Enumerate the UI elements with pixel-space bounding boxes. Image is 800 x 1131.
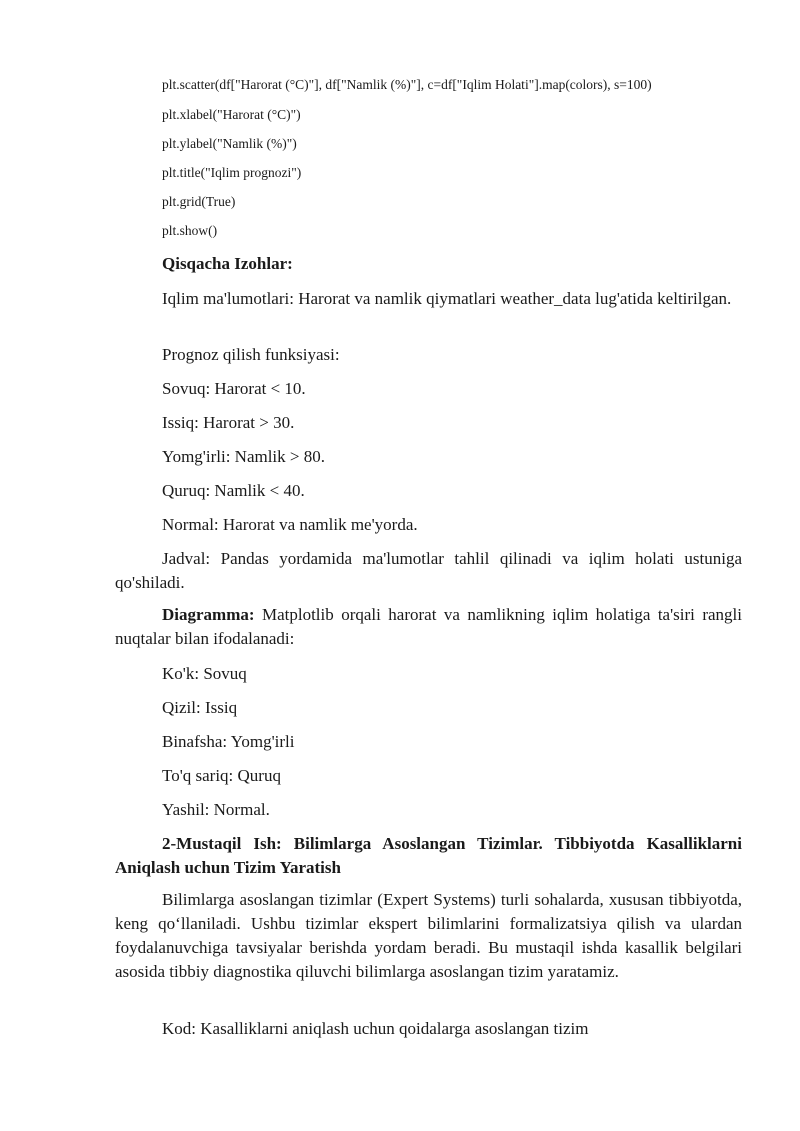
rule-cold: Sovuq: Harorat < 10. <box>162 379 306 398</box>
diagram-paragraph <box>115 603 742 651</box>
code-line-xlabel: plt.xlabel("Harorat (°C)") <box>162 107 301 122</box>
code-line-title: plt.title("Iqlim prognozi") <box>162 165 302 180</box>
forecast-function-line: Prognoz qilish funksiyasi: <box>162 345 340 364</box>
rule-rainy: Yomg'irli: Namlik > 80. <box>162 447 325 466</box>
color-legend-red: Qizil: Issiq <box>162 698 238 717</box>
diagram-text: Matplotlib orqali harorat va namlikning iqlim holatiga ta'siri rangli nuqtalar bilan ifodalanadi: <box>115 605 742 648</box>
notes-heading: Qisqacha Izohlar: <box>162 254 293 273</box>
color-legend-orange: To'q sariq: Quruq <box>162 766 281 785</box>
rule-dry: Quruq: Namlik < 40. <box>162 481 305 500</box>
color-legend-purple: Binafsha: Yomg'irli <box>162 732 295 751</box>
table-paragraph: Jadval: Pandas yordamida ma'lumotlar tahlil qilinadi va iqlim holati ustuniga qo'shiladi. <box>115 549 742 592</box>
code-line-ylabel: plt.ylabel("Namlik (%)") <box>162 136 297 151</box>
code-caption: Kod: Kasalliklarni aniqlash uchun qoidalarga asoslangan tizim <box>162 1019 589 1038</box>
code-line-grid: plt.grid(True) <box>162 194 236 209</box>
code-line-scatter: plt.scatter(df["Harorat (°C)"], df["Namlik (%)"], c=df["Iqlim Holati"].map(colors), s=100) <box>162 77 652 92</box>
color-legend-green: Yashil: Normal. <box>162 800 270 819</box>
rule-hot: Issiq: Harorat > 30. <box>162 413 295 432</box>
diagram-label: Diagramma: <box>162 605 255 624</box>
color-legend-blue: Ko'k: Sovuq <box>162 664 247 683</box>
code-line-show: plt.show() <box>162 223 218 238</box>
rule-normal: Normal: Harorat va namlik me'yorda. <box>162 515 418 534</box>
section-paragraph: Bilimlarga asoslangan tizimlar (Expert Systems) turli sohalarda, xususan tibbiyotda, keng qo‘llaniladi. Ushbu tizimlar ekspert bilimlarini formalizatsiya qilish va ulardan foydalanuvchiga tavsiyalar berishda yordam beradi. Bu mustaqil ishda kasallik belgilari asosida tibbiy diagnostika qiluvchi bilimlarga asoslangan tizim yaratamiz. <box>115 890 742 981</box>
climate-data-paragraph: Iqlim ma'lumotlari: Harorat va namlik qiymatlari weather_data lug'atida keltirilgan. <box>162 289 732 308</box>
section-heading: 2-Mustaqil Ish: Bilimlarga Asoslangan Tizimlar. Tibbiyotda Kasalliklarni Aniqlash uchun Tizim Yaratish <box>115 834 742 877</box>
